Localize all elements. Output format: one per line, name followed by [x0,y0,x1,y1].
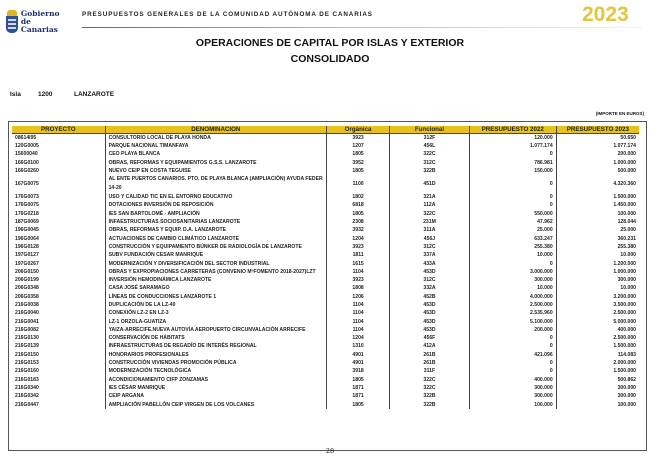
organica-cell: 1204 [327,234,390,242]
table-row [12,243,639,251]
organica-cell: 1104 [327,309,390,317]
budget-2023-cell: 1.077.174 [556,142,639,150]
organica-cell: 1811 [327,251,390,259]
organica-cell: 1104 [327,268,390,276]
funcional-cell: 452B [390,293,470,301]
budget-2023-cell: 500.862 [556,376,639,384]
denomination-cell: LÍNEAS DE CONDUCCIONES LANZAROTE 1 [105,293,326,301]
funcional-cell: 453D [390,326,470,334]
organica-cell: 1805 [327,167,390,175]
denomination-cell: MODERNIZACIÓN TECNOLÓGICA [105,367,326,375]
organica-cell: 1615 [327,259,390,267]
table-row [12,226,639,234]
project-code-cell: 216G0160 [15,368,39,375]
budget-2023-cell: 25.000 [556,226,639,234]
funcional-cell: 261B [390,359,470,367]
project-code-cell: 176G0218 [15,210,39,217]
budget-2022-cell: 4.000.000 [469,293,556,301]
denomination-cell: CEIP ARGANA [105,392,326,400]
column-header-denominacion: DENOMINACION [105,126,326,134]
header-title: PRESUPUESTOS GENERALES DE LA COMUNIDAD AUTÓNOMA DE CANARIAS [82,11,373,18]
project-code-cell: 08614I95 [15,134,37,141]
table-row [12,158,639,166]
isla-name: LANZAROTE [74,91,115,98]
budget-2023-cell: 3.200.000 [556,293,639,301]
budget-2022-cell: 0 [469,150,556,158]
budget-2022-cell: 0 [469,201,556,209]
table-row [12,234,639,242]
gobierno-de-canarias-logo [6,7,70,37]
table-body [12,134,639,409]
table-row [12,367,639,375]
denomination-cell: IES CÉSAR MANRIQUE [105,384,326,392]
denomination-cell: SUBV FUNDACIÓN CESAR MANRIQUE [105,251,326,259]
budget-2023-cell: 100.000 [556,400,639,408]
project-code-cell: 166G0100 [15,159,39,166]
budget-2022-cell: 10.000 [469,284,556,292]
organica-cell: 1104 [327,317,390,325]
budget-2023-cell: 400.000 [556,326,639,334]
denomination-cell: AMPLIACIÓN PABELLÓN CEIP VIRGEN DE LOS VOLCANES [105,400,326,408]
funcional-cell: 321A [390,193,470,201]
denomination-cell: USO Y CALIDAD TIC EN EL ENTORNO EDUCATIVO [105,193,326,201]
budget-2022-cell: 200.000 [469,326,556,334]
denomination-cell: LZ-1 ORZOLA-GUATIZA [105,317,326,325]
table-row [12,218,639,226]
budget-2022-cell: 2.535.960 [469,309,556,317]
funcional-cell: 456J [390,234,470,242]
table-row [12,193,639,201]
units-note: (IMPORTE EN EUROS) [595,111,644,116]
page-title: OPERACIONES DE CAPITAL POR ISLAS Y EXTERIOR [195,37,465,49]
page-subtitle: CONSOLIDADO [290,53,370,65]
denomination-cell: DUPLICACIÓN DE LA LZ-40 [105,301,326,309]
budget-2022-cell: 786.981 [469,158,556,166]
table-header-row [12,126,639,134]
denomination-cell: CONSTRUCCIÓN Y EQUIPAMIENTO BÚNKER DE RADIOLOGÍA DE LANZAROTE [105,243,326,251]
table-row [12,284,639,292]
budget-2022-cell: 0 [469,193,556,201]
header-divider [82,27,642,28]
logo-line-1: Gobierno [20,9,60,18]
organica-cell: 1805 [327,400,390,408]
organica-cell: 1100 [327,175,390,193]
table-row [12,342,639,350]
project-code-cell: 120G0005 [15,142,39,149]
logo-line-2: de Canarias [20,17,58,34]
budget-2022-cell: 150.000 [469,167,556,175]
project-code-cell: 166G0260 [15,167,39,174]
denomination-cell: CASA JOSÉ SARAMAGO [105,284,326,292]
denomination-cell: OBRAS, REFORMAS Y EQUIPAMIENTOS G.S.S. LANZAROTE [105,158,326,166]
table-row [12,134,639,142]
budget-2022-cell: 633.247 [469,234,556,242]
budget-2022-cell: 0 [469,342,556,350]
budget-2023-cell: 200.000 [556,150,639,158]
funcional-cell: 322C [390,384,470,392]
funcional-cell: 322B [390,167,470,175]
funcional-cell: 453D [390,268,470,276]
project-code-cell: 196G0045 [15,227,39,234]
table-row [12,167,639,175]
project-code-cell: 206G0358 [15,293,39,300]
budget-2022-cell: 0 [469,334,556,342]
budget-2022-cell: 10.000 [469,251,556,259]
funcional-cell: 231M [390,218,470,226]
budget-2022-cell: 120.000 [469,134,556,142]
table-row [12,309,639,317]
table-row [12,376,639,384]
project-code-cell: 216G0040 [15,310,39,317]
budget-2022-cell: 300.000 [469,276,556,284]
budget-2023-cell: 1.450.000 [556,201,639,209]
project-code-cell: 176G0073 [15,194,39,201]
funcional-cell: 332A [390,284,470,292]
project-code-cell: 197G0127 [15,252,39,259]
budget-2022-cell: 421.096 [469,351,556,359]
budget-2023-cell: 1.500.000 [556,342,639,350]
organica-cell: 6818 [327,201,390,209]
project-code-cell: 216G0041 [15,318,39,325]
denomination-cell: NUEVO CEIP EN COSTA TEGUISE [105,167,326,175]
table-row [12,317,639,325]
budget-2022-cell: 3.000.000 [469,268,556,276]
budget-2023-cell: 100.000 [556,210,639,218]
project-code-cell: 167G0075 [15,180,39,187]
project-code-cell: 176G0075 [15,202,39,209]
denomination-cell: OBRAS, REFORMAS Y EQUIP. D.A. LANZAROTE [105,226,326,234]
denomination-cell: IES SAN BARTOLOMÉ - AMPLIACIÓN [105,210,326,218]
budget-2022-cell: 1.077.174 [469,142,556,150]
column-header-funcional: Funcional [390,126,470,134]
budget-2023-cell: 1.200.000 [556,259,639,267]
organica-cell: 4901 [327,359,390,367]
project-code-cell: 216G0130 [15,335,39,342]
project-code-cell: 216G0447 [15,401,39,408]
page-number: 28 [325,447,335,455]
table-row [12,334,639,342]
denomination-cell: INVERSIÓN HEMODINÁMICA LANZAROTE [105,276,326,284]
table-row [12,359,639,367]
budget-2023-cell: 3.500.000 [556,301,639,309]
project-code-cell: 206G0150 [15,268,39,275]
organica-cell: 1808 [327,284,390,292]
denomination-cell: OBRAS Y EXPROPIACIONES CARRETERAS (CONVENIO MºFOMENTO 2018-2027)LZT [105,268,326,276]
budget-2022-cell: 0 [469,367,556,375]
table-row [12,175,639,193]
capital-operations-table [12,126,639,409]
budget-2022-cell: 255.380 [469,243,556,251]
organica-cell: 1805 [327,150,390,158]
budget-2022-cell: 400.000 [469,376,556,384]
project-code-cell: 216G0340 [15,384,39,391]
budget-2022-cell: 0 [469,359,556,367]
denomination-cell: CONSERVACIÓN DE HÁBITATS [105,334,326,342]
table-row [12,268,639,276]
denomination-cell: PARQUE NACIONAL TIMANFAYA [105,142,326,150]
funcional-cell: 322B [390,392,470,400]
organica-cell: 1206 [327,293,390,301]
budget-2022-cell: 25.000 [469,226,556,234]
funcional-cell: 451D [390,175,470,193]
denomination-cell: AL ENTE PUERTOS CANARIOS. PTO. DE PLAYA BLANCA (AMPLIACIÓN) AYUDA FEDER 14-20 [105,175,326,193]
budget-2023-cell: 50.650 [556,134,639,142]
budget-2022-cell: 47.962 [469,218,556,226]
budget-2023-cell: 300.000 [556,276,639,284]
funcional-cell: 453D [390,309,470,317]
table-row [12,150,639,158]
table-row [12,392,639,400]
funcional-cell: 337A [390,251,470,259]
organica-cell: 1871 [327,384,390,392]
organica-cell: 1104 [327,326,390,334]
budget-2023-cell: 255.380 [556,243,639,251]
funcional-cell: 311A [390,226,470,234]
isla-label: Isla [10,91,21,98]
funcional-cell: 453D [390,301,470,309]
year-label: 2023 [582,3,629,26]
table-row [12,351,639,359]
budget-2022-cell: 0 [469,259,556,267]
denomination-cell: CONSULTORIO LOCAL DE PLAYA HONDA [105,134,326,142]
column-header-organica: Orgánica [327,126,390,134]
funcional-cell: 322C [390,376,470,384]
budget-2023-cell: 4.320.360 [556,175,639,193]
budget-2022-cell: 5.100.000 [469,317,556,325]
budget-2023-cell: 2.500.000 [556,334,639,342]
coat-of-arms-icon [6,10,18,34]
table-row [12,400,639,408]
table-row [12,201,639,209]
organica-cell: 1104 [327,301,390,309]
project-code-cell: 216G0082 [15,326,39,333]
organica-cell: 1310 [327,342,390,350]
funcional-cell: 456F [390,334,470,342]
isla-code: 1200 [38,91,53,98]
table-row [12,384,639,392]
denomination-cell: INFAESTRUCTURAS SOCIOSANITARIAS LANZAROTE [105,218,326,226]
project-code-cell: 15600040 [15,151,38,158]
funcional-cell: 322B [390,400,470,408]
table-row [12,276,639,284]
organica-cell: 3918 [327,367,390,375]
funcional-cell: 312C [390,276,470,284]
funcional-cell: 433A [390,259,470,267]
organica-cell: 4901 [327,351,390,359]
project-code-cell: 216G0342 [15,393,39,400]
organica-cell: 1204 [327,334,390,342]
project-code-cell: 216G0150 [15,351,39,358]
budget-2022-cell: 300.000 [469,384,556,392]
funcional-cell: 412A [390,342,470,350]
denomination-cell: CONEXIÓN LZ-2 EN LZ-3 [105,309,326,317]
funcional-cell: 112A [390,201,470,209]
project-code-cell: 197G0267 [15,260,39,267]
organica-cell: 1805 [327,376,390,384]
budget-2023-cell: 300.000 [556,384,639,392]
budget-2023-cell: 10.000 [556,284,639,292]
project-code-cell: 206G0199 [15,277,39,284]
organica-cell: 1805 [327,210,390,218]
budget-2022-cell: 550.000 [469,210,556,218]
column-header-presupuesto-2022: PRESUPUESTO 2022 [469,126,556,134]
funcional-cell: 312F [390,134,470,142]
project-code-cell: 216G0183 [15,376,39,383]
budget-2023-cell: 360.231 [556,234,639,242]
budget-2022-cell: 2.500.000 [469,301,556,309]
table-row [12,326,639,334]
budget-2023-cell: 2.000.000 [556,359,639,367]
organica-cell: 1207 [327,142,390,150]
funcional-cell: 322C [390,210,470,218]
column-header-proyecto: PROYECTO [12,126,105,134]
budget-2023-cell: 128.044 [556,218,639,226]
table-row [12,301,639,309]
denomination-cell: HONORARIOS PROFESIONALES [105,351,326,359]
funcional-cell: 312C [390,243,470,251]
project-code-cell: 216G0038 [15,301,39,308]
table-row [12,210,639,218]
organica-cell: 2308 [327,218,390,226]
denomination-cell: MODERNIZACIÓN Y DIVERSIFICACIÓN DEL SECTOR INDUSTRIAL [105,259,326,267]
budget-2023-cell: 5.000.000 [556,317,639,325]
funcional-cell: 261B [390,351,470,359]
funcional-cell: 453D [390,317,470,325]
table-row [12,259,639,267]
budget-2023-cell: 1.000.000 [556,268,639,276]
project-code-cell: 196G0128 [15,243,39,250]
organica-cell: 1871 [327,392,390,400]
budget-2022-cell: 0 [469,175,556,193]
organica-cell: 3923 [327,243,390,251]
funcional-cell: 311F [390,367,470,375]
funcional-cell: 312C [390,158,470,166]
denomination-cell: DOTACIONES INVERSIÓN DE REPOSICIÓN [105,201,326,209]
budget-2023-cell: 1.500.000 [556,193,639,201]
budget-2022-cell: 100.000 [469,400,556,408]
organica-cell: 3923 [327,134,390,142]
budget-2023-cell: 2.500.000 [556,309,639,317]
organica-cell: 3952 [327,158,390,166]
denomination-cell: ACTUACIONES DE CAMBIO CLIMÁTICO LANZAROTE [105,234,326,242]
project-code-cell: 187G0069 [15,219,39,226]
project-code-cell: 216G0153 [15,360,39,367]
budget-2022-cell: 300.000 [469,392,556,400]
budget-2023-cell: 1.500.000 [556,367,639,375]
table-row [12,293,639,301]
table-row [12,142,639,150]
budget-2023-cell: 1.000.000 [556,158,639,166]
project-code-cell: 206G0348 [15,285,39,292]
denomination-cell: YAIZA-ARRECIFE.NUEVA AUTOVÍA AEROPUERTO CIRCUNVALACIÓN ARRECIFE [105,326,326,334]
project-code-cell: 196G0064 [15,235,39,242]
denomination-cell: CEO PLAYA BLANCA [105,150,326,158]
denomination-cell: CONSTRUCCIÓN VIVIENDAS PROMOCIÓN PÚBLICA [105,359,326,367]
column-header-presupuesto-2023: PRESUPUESTO 2023 [556,126,639,134]
denomination-cell: INFRAESTRUCTURAS DE REGADÍO DE INTERÉS REGIONAL [105,342,326,350]
budget-2023-cell: 10.000 [556,251,639,259]
organica-cell: 1802 [327,193,390,201]
budget-2023-cell: 500.000 [556,167,639,175]
organica-cell: 3923 [327,276,390,284]
budget-2023-cell: 114.083 [556,351,639,359]
funcional-cell: 456L [390,142,470,150]
budget-2023-cell: 300.000 [556,392,639,400]
organica-cell: 3932 [327,226,390,234]
funcional-cell: 322C [390,150,470,158]
project-code-cell: 216G0139 [15,343,39,350]
table-row [12,251,639,259]
denomination-cell: ACONDICIONAMIENTO CIFP ZONZAMAS [105,376,326,384]
